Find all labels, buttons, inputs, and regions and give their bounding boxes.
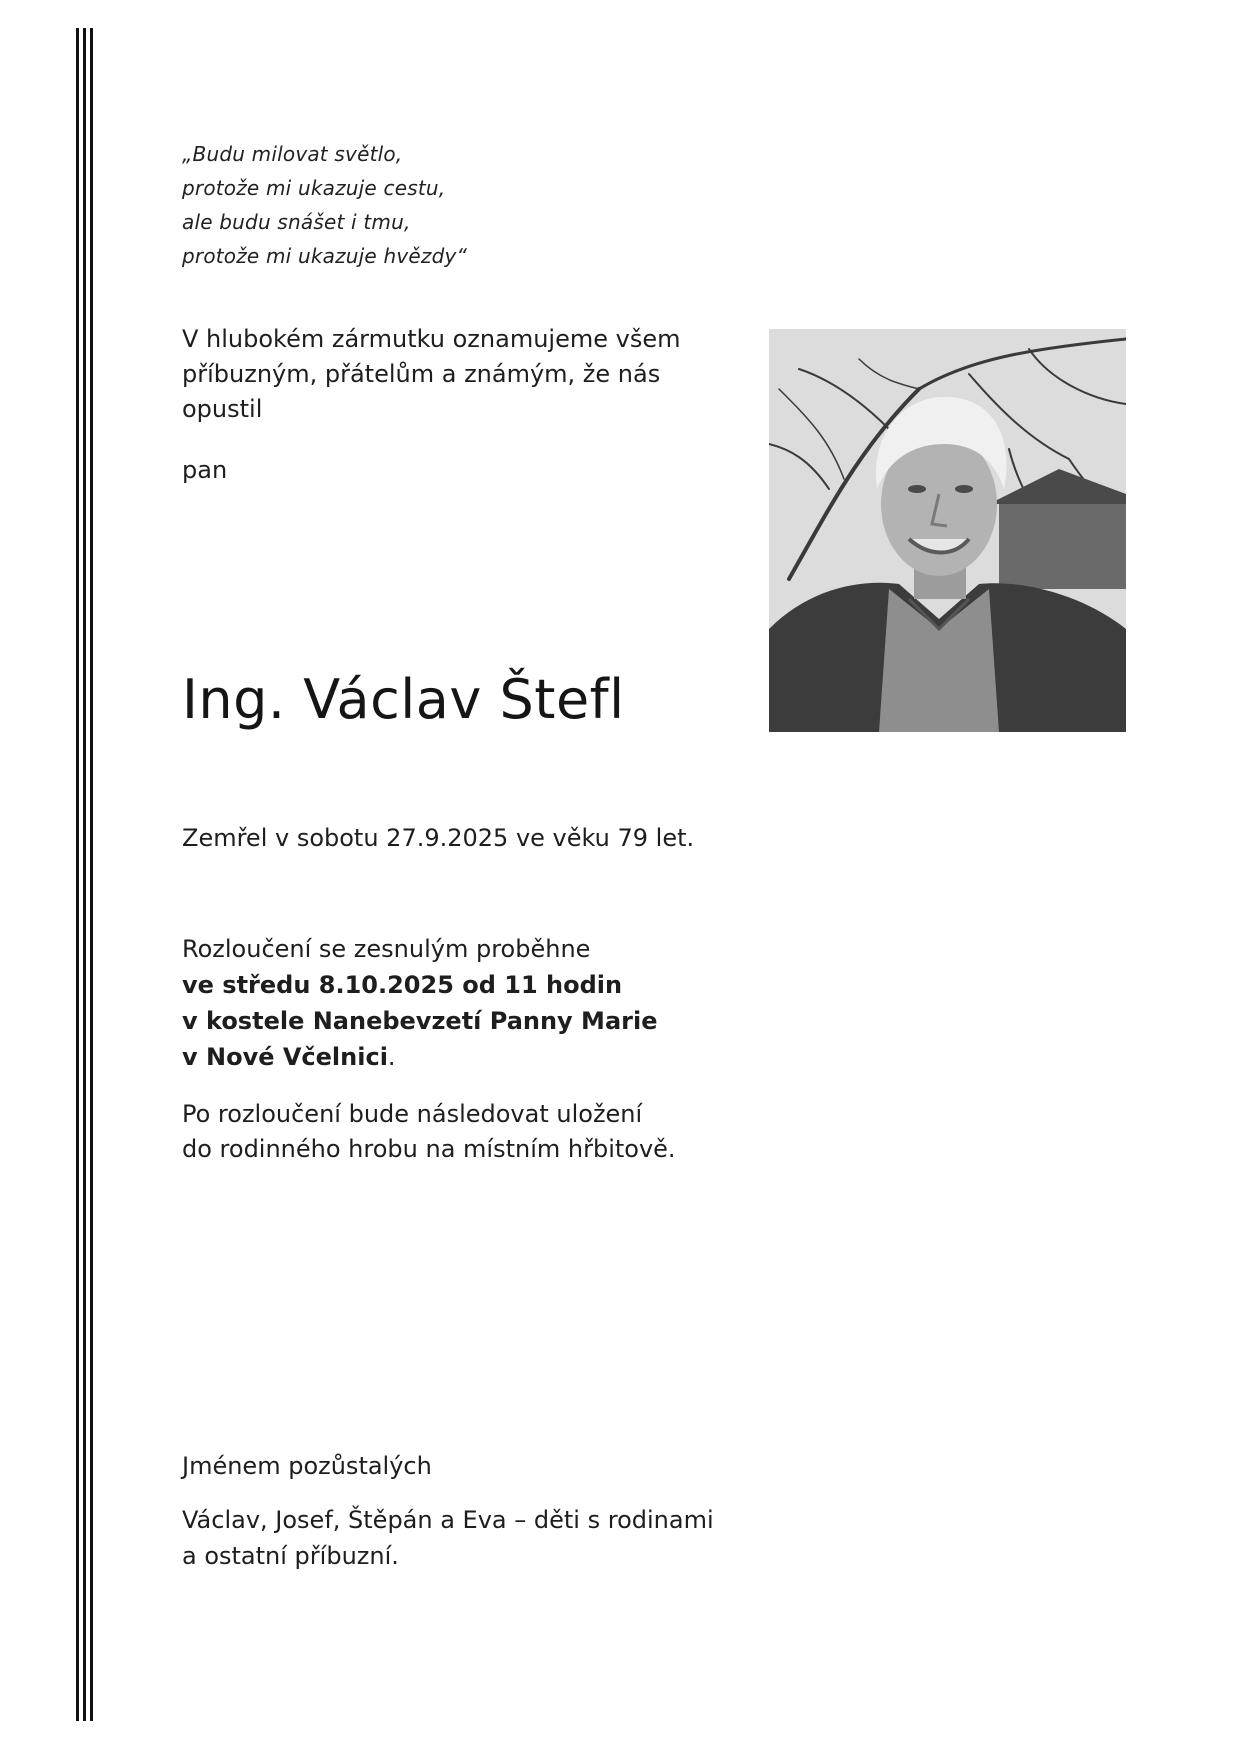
- intro-line: V hlubokém zármutku oznamujeme všem: [182, 325, 681, 353]
- farewell-place: v kostele Nanebevzetí Panny Marie: [182, 1007, 658, 1035]
- farewell-town-period: .: [387, 1043, 396, 1071]
- burial-line: do rodinného hrobu na místním hřbitově.: [182, 1135, 676, 1163]
- family-line: a ostatní příbuzní.: [182, 1542, 399, 1570]
- farewell-ceremony: [182, 931, 657, 1075]
- surviving-family: [182, 1502, 714, 1574]
- farewell-town-line: [182, 1039, 657, 1075]
- death-notice: Zemřel v sobotu 27.9.2025 ve věku 79 let.: [182, 824, 695, 852]
- farewell-town: v Nové Včelnici: [182, 1043, 388, 1071]
- intro-line: příbuzným, přátelům a známým, že nás: [182, 360, 661, 388]
- quote-line: protože mi ukazuje cestu,: [182, 176, 446, 200]
- opening-quote: [182, 137, 467, 273]
- quote-line: „Budu milovat světlo,: [182, 142, 403, 166]
- announcement-intro: [182, 322, 680, 427]
- mourning-rule: [76, 28, 79, 1721]
- quote-line: ale budu snášet i tmu,: [182, 210, 411, 234]
- farewell-intro: Rozloučení se zesnulým proběhne: [182, 935, 591, 963]
- burial-notice: [182, 1097, 676, 1167]
- on-behalf-heading: Jménem pozůstalých: [182, 1452, 432, 1480]
- deceased-name: Ing. Václav Štefl: [182, 668, 625, 731]
- family-line: Václav, Josef, Štěpán a Eva – děti s rodinami: [182, 1506, 714, 1534]
- deceased-portrait-photo: [769, 329, 1126, 732]
- mourning-rule: [90, 28, 93, 1721]
- mourning-rule: [83, 28, 86, 1721]
- salutation: pan: [182, 456, 228, 484]
- intro-line: opustil: [182, 395, 263, 423]
- quote-line: protože mi ukazuje hvězdy“: [182, 244, 468, 268]
- farewell-date-time: ve středu 8.10.2025 od 11 hodin: [182, 971, 623, 999]
- burial-line: Po rozloučení bude následovat uložení: [182, 1100, 643, 1128]
